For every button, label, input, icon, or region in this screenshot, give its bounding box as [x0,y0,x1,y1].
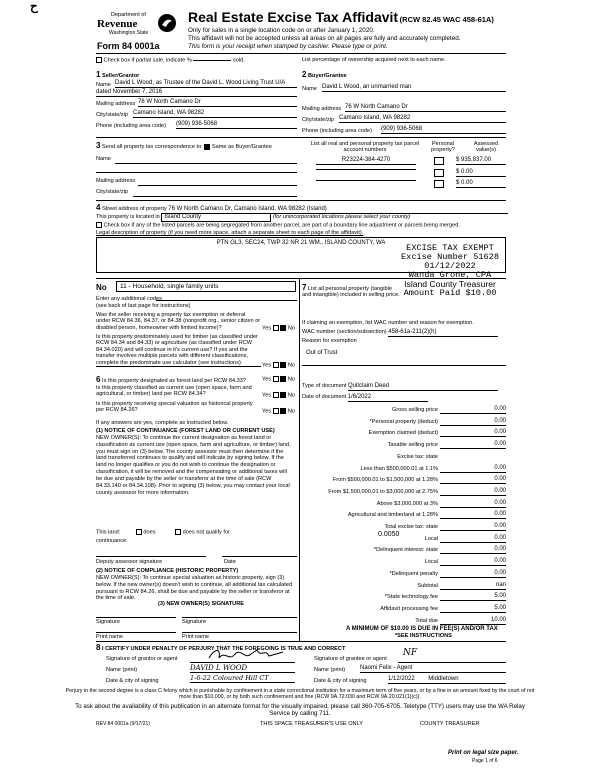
wac-field[interactable]: 458-61a-211(2)(h) [388,329,498,337]
tax-row-value[interactable]: nan [440,582,506,590]
tax-row-label: *Delinquent penalty [389,570,438,577]
county-select[interactable]: Island County [161,213,271,222]
grantee-print-value[interactable]: Naomi Felix - Agent [360,665,506,673]
current-use-yes-label: Yes [262,392,272,399]
tax-row-value[interactable]: 0.00 [440,488,506,496]
header-note-2: This affidavit will not be accepted unless all areas on all pages are fully and accurately completed. [188,35,461,42]
exemption-no-text: No [287,325,295,332]
column-divider [299,279,300,641]
timber-question: Is this property predominately used for timber (as classified under RCW 84.34 and 84.33) or agriculture (as classified under RCW 84.34.020) and will continue in it's current use? If yes and the transfer involves multiple parcels with different classifications, complete the predominate use calculator (see instructions) [96,334,258,366]
segregated-row [96,222,460,229]
buyer-city-label: City/state/zip [302,117,335,123]
title-text: Real Estate Excise Tax Affidavit [188,9,399,25]
timber-yes-label: Yes [262,362,272,369]
tax-row-value[interactable]: 0.00 [440,406,506,414]
current-use-yes-checkbox[interactable] [273,392,279,398]
parcel-number-1[interactable]: R23224-384-4270 [316,157,416,165]
forest-question-text: Is this property designated as forest land per RCW 84.33? [102,378,246,384]
buyer-heading [302,70,347,79]
same-as-buyer-label: Same as Buyer/Grantee [211,144,272,150]
forest-answer [262,376,295,383]
new-owner-sig-line-1[interactable] [96,617,176,618]
use-code-select[interactable]: 11 - Household, single family units [116,281,296,292]
historic-yes-checkbox[interactable] [273,408,279,414]
stamp-line-6: Amount Paid $10.00 [403,288,497,299]
revenue-logo [97,12,179,40]
grantee-city-value: Middletown [428,676,459,682]
forest-no-checkbox[interactable] [280,376,286,382]
grantee-date-label: Date & city of signing [314,678,367,684]
tax-row-label: Subtotal [417,582,438,589]
stamp-line-3: 01/12/2022 [424,261,476,272]
additional-codes-label: Enter any additional codes [96,296,162,302]
buyer-heading-no: 2 [302,70,307,79]
certify-text: I CERTIFY UNDER PENALTY OF PERJURY THAT THE FOREGOING IS TRUE AND CORRECT [102,646,346,652]
tax-row-value[interactable]: 0.00 [440,441,506,449]
does-checkbox[interactable] [136,529,142,535]
historic-question: Is this property receiving special valuation as historical property per RCW 84.26? [96,401,253,414]
grantor-sig-label: Signature of grantor or agent [106,656,178,662]
tax-row-label: Less than $500,000.01 at 1.1% [360,465,438,472]
stamp-line-2: Excise Number 51628 [401,252,499,263]
partial-sale-row [96,57,245,64]
stamp-line-5: Island County Treasurer [404,279,496,290]
corr-name-label: Name [96,156,111,162]
wa-logo-icon [157,13,177,33]
new-owner-print-line-2[interactable] [182,632,297,633]
tax-row-value[interactable]: 0.00 [440,511,506,519]
see-instructions: *SEE INSTRUCTIONS [395,633,452,639]
street-address-field[interactable]: 76 W North Camano Dr, Camano Island, WA 98282 (Island) [168,206,508,214]
exemption-no-checkbox[interactable] [280,325,286,331]
tax-row-value[interactable]: 0.00 [440,465,506,473]
segregated-label: Check box if any of the listed parcels are being segregated from another parcel, are part of a boundary line adjustment or parcels being merged. [103,222,460,229]
timber-no-label: No [287,362,295,369]
seller-name-label: Name [96,82,111,88]
legal-paper-note: Print on legal size paper. [448,750,519,756]
new-owner-print-line-1[interactable] [96,632,176,633]
section-rule-4 [96,641,506,642]
correspondence-text: Send all property tax correspondence to: [102,144,203,150]
forest-question [96,375,261,384]
section7-no: 7 [302,283,307,292]
stamp-line-1: EXCISE TAX EXEMPT [406,243,494,253]
seller-heading-text: Seller/Grantor [102,73,140,79]
located-label: This property is located in [96,214,160,220]
deputy-signature-line[interactable] [96,556,206,557]
local-rate: 0.0050 [378,531,400,538]
alt-format-note: To ask about the availability of this publication in an alternate format for the visually impaired, please call 360-705-6705. Teletype (TTY) users may use the WA Relay Service by calling 711. [75,703,525,718]
tax-row-value[interactable]: 0.00 [440,558,506,566]
current-use-no-checkbox[interactable] [280,392,286,398]
grantor-date-label: Date & city of signing [106,678,159,684]
partial-sale-blank[interactable] [193,60,231,61]
minimum-note: A MINIMUM OF $10.00 IS DUE IN FEE(S) AND/OR TAX [346,626,498,632]
street-address-label: Street address of property [102,206,167,212]
address-no: 4 [96,203,101,212]
timber-underline [96,366,261,367]
tax-row-value[interactable]: 0.00 [440,570,506,578]
historic-yes-label: Yes [262,408,272,415]
if-yes-note: If any answers are yes, complete as instructed below. [96,420,229,426]
legal-description-label: Legal description of property (if you need more space, attach a separate sheet to each page of the affidavit). [96,230,364,236]
seller-city-field[interactable]: Camano Island, WA 98282 [133,110,297,118]
doc-type-field[interactable]: Quitclaim Deed [348,383,498,391]
partial-sale-checkbox[interactable] [96,57,102,63]
deputy-date-label: Date [224,559,236,565]
tax-row-label: From $1,500,000.01 to $3,000,000 at 2.75% [328,488,438,495]
tax-row-value[interactable]: 5.00 [440,605,506,613]
grantee-print-label: Name (print) [314,667,346,673]
partial-sale-sold: sold. [233,57,245,64]
tax-row-value[interactable]: 0.00 [440,429,506,437]
header-note-3: This form is your receipt when stamped by cashier. Please type or print. [188,43,388,50]
notice2-body: NEW OWNER(S): To continue special valuation as historic property, sign (3) below. If the new owner(s) doesn't wish to continue, all additional tax calculated pursuant to RCW 84.26, shall be due and payable by the seller or transferor at the time of sale. [96,575,293,602]
grantor-print-value[interactable]: DAVID L WOOD [190,664,295,673]
corr-mailing-field[interactable] [138,185,297,186]
buyer-name-label: Name [302,86,317,92]
buyer-heading-text: Buyer/Grantee [308,73,347,79]
perjury-note: Perjury in the second degree is a class C felony which is punishable by confinement in a state correctional institution for a maximum term of five years, or by a fine in an amount fixed by the court of not more than $10,000, or by both such confinement and fine (RCW 9A.72.030 and RCW 9A.20.021(1)(c)). [65,688,535,701]
current-use-no-label: No [287,392,295,399]
tax-row-value[interactable]: 0.00 [440,535,506,543]
tax-row-label: *State technology fee [384,594,438,601]
new-owner-print-label-1: Print name [96,634,124,640]
doc-type-label: Type of document [302,383,347,389]
personal-property-checkbox-3[interactable] [434,180,444,188]
doc-date-label: Date of document [302,394,347,400]
personal-property-checkbox-1[interactable] [434,157,444,165]
tax-row-value[interactable]: 0.00 [440,418,506,426]
new-owner-sig-label-2: Signature [182,619,206,625]
current-use-answer [262,392,295,399]
corr-name-field-2[interactable] [96,172,297,173]
personal-property-checkbox-2[interactable] [434,169,444,177]
segregated-checkbox[interactable] [96,222,102,228]
seller-phone-field[interactable]: (909) 936-5068 [176,121,297,129]
corr-mailing-label: Mailing address [96,178,136,184]
grantee-sig-label: Signature of grantee or agent [314,656,387,662]
current-use-question: Is this property classified as current use (open space, farm and agricultural, or timber) land per RCW 84.34? [96,385,252,398]
additional-codes-field[interactable] [156,294,297,301]
new-owner-sig-label-1: Signature [96,619,120,625]
tax-row-label: From $500,000.01 to $1,500,000 at 1.28% [332,477,438,484]
does-not-label: does not qualify for [182,529,230,536]
personal-property-label: List all personal property (tangible and intangible) included in selling price. [302,286,400,299]
tax-row-value[interactable]: 0.00 [440,476,506,484]
corr-name-field[interactable] [115,163,297,164]
grantor-print-label: Name (print) [106,667,138,673]
tax-row-label: Exemption claimed (deduct) [368,430,438,437]
tax-row-label: Agricultural and timberland at 1.28% [347,512,438,519]
tax-row-label: Affidavit processing fee [380,605,438,612]
grantee-sig-line[interactable] [398,662,506,663]
buyer-phone-label: Phone (including area code) [302,128,372,134]
seller-heading-no: 1 [96,70,101,79]
continuance-label: continuance. [96,538,128,544]
buyer-city-field[interactable]: Camano Island, WA 98282 [339,115,506,123]
list-percentage-note: List percentage of ownership acquired next to each name. [302,57,446,63]
parcel-number-2[interactable] [316,169,416,170]
section8-no: 8 [96,643,101,652]
tax-row-value[interactable]: 10.00 [440,617,506,625]
buyer-mailing-field[interactable]: 76 W North Camano Dr [345,104,506,112]
tax-row-label: *Delinquent interest: state [373,547,438,554]
logo-revenue: Revenue [97,18,138,30]
rev-number: REV 84 0001a (9/17/21) [96,721,150,727]
corner-mark: ح [30,0,38,13]
grantor-date-value[interactable]: 1-6-22 Coloured Hill CT [190,675,295,683]
does-not-checkbox[interactable] [175,529,181,535]
tax-row-value[interactable]: 0.00 [440,500,506,508]
doc-date-row [302,394,428,402]
forest-yes-label: Yes [262,376,272,383]
seller-name-field-2[interactable]: dated November 7, 2016 [96,89,297,97]
forest-no-label: No [287,376,295,383]
notice1-body: NEW OWNER(S): To continue the current designation as forest land or classification as current use (open space, farm and agriculture, or timber) land, you must sign on (3) below. The county assessor must then determine if the land transferred continues to qualify and will indicate by signing below. If the land no longer qualifies or you do not wish to continue the designation or classification, it will be removed and the compensating or additional taxes will be due and payable by the seller or transferor at the time of sale (RCW 84.33.140 or 84.34.108). Prior to signing (3) below, you may contact your local county assessor for more information. [96,435,291,496]
parcel-col-header-1: List all real and personal property tax parcel account numbers [310,141,420,154]
personal-property-field[interactable] [360,282,506,290]
seller-mailing-label: Mailing address [96,101,136,107]
reason-field[interactable]: Out of Trust [306,350,338,356]
tax-row-label: *Personal property (deduct) [369,418,438,425]
deputy-date-line[interactable] [222,556,297,557]
tax-row-value[interactable]: 5.00 [440,593,506,601]
tax-row-value[interactable]: 0.00 [440,546,506,554]
buyer-phone-field[interactable]: (909) 936-5068 [381,126,506,134]
wac-row [302,329,498,337]
buyer-mailing-label: Mailing address [302,106,342,112]
seller-phone-label: Phone (including area code) [96,123,166,129]
this-land-label: This land: [96,529,121,536]
new-owner-sig-line-2[interactable] [182,617,297,618]
doc-type-row [302,383,498,391]
this-land-row [96,529,230,536]
grantee-initials: NF [403,648,418,658]
treasurer-only: THIS SPACE TREASURER'S USE ONLY [260,721,364,727]
notice3-title: (3) NEW OWNER(S) SIGNATURE [158,601,244,607]
tax-row-label: Taxable selling price [387,442,438,449]
reason-line [302,365,506,366]
notice2-title: (2) NOTICE OF COMPLIANCE (HISTORIC PROPERTY) [96,568,239,574]
notice1-title: (1) NOTICE OF CONTINUANCE (FOREST LAND OR CURRENT USE) [96,428,275,434]
grantee-date-value: 1/12/2022 [388,676,415,682]
deputy-signature-label: Deputy assessor signature [96,559,163,565]
grantor-signature-icon [205,646,290,664]
exemption-yes-checkbox[interactable] [273,325,279,331]
forest-yes-checkbox[interactable] [273,376,279,382]
corr-city-field[interactable] [133,196,297,197]
timber-no-checkbox[interactable] [280,362,286,368]
parcel-col-header-2: Personal property? [431,141,455,154]
parcel-value-2[interactable]: $ 0.00 [456,169,506,177]
tax-row-label: Gross selling price [391,407,438,413]
stamp-line-4: Wanda Grone, CPA [408,270,492,281]
unincorporated-note: (for unincorporated locations please select your county) [272,214,411,220]
correspondence-heading [96,141,272,150]
historic-no-label: No [287,408,295,415]
new-owner-print-label-2: Print name [182,634,210,640]
timber-answer [262,362,295,369]
header-note-1: Only for sales in a single location code on or after January 1, 2020. [188,27,375,34]
tax-row-value[interactable]: 0.00 [440,523,506,531]
section5-no: No [96,283,107,292]
seller-heading [96,70,139,79]
section-rule-1 [96,137,506,138]
located-row [96,213,410,222]
logo-dept: Department of [111,12,146,18]
tax-row-label: Excise tax: state [397,453,438,460]
section6-no: 6 [96,375,101,384]
section-rule-3 [96,278,506,279]
historic-answer [262,408,295,415]
section-rule-2 [96,200,506,201]
seller-mailing-field[interactable]: 76 W North Camano Dr [138,99,297,107]
legal-description-value: PTN GL3, SEC24, TWP 32 NR 21 WM., ISLAND COUNTY, WA [216,240,386,246]
tax-row-label: Local [424,559,438,566]
tax-row-label: Total due [415,617,438,624]
tax-row-label: Total excise tax: state [384,524,438,530]
see-back-note: (see back of last page for instructions) [96,303,191,309]
same-as-buyer-checkbox[interactable] [204,144,210,150]
parcel-value-3[interactable]: $ 0.00 [456,180,506,188]
historic-no-checkbox[interactable] [280,408,286,414]
logo-state: Washington State [109,30,149,36]
doc-date-field[interactable]: 1/6/2022 [348,394,428,402]
parcel-value-1[interactable]: $ 935,837.00 [456,157,506,165]
tax-row-label: Local [424,535,438,542]
timber-yes-checkbox[interactable] [273,362,279,368]
parcel-number-3[interactable] [316,180,416,181]
wac-claim-note: If claiming an exemption, list WAC number and reason for exemption. [302,320,474,326]
seller-city-label: City/state/zip [96,112,129,118]
reason-label: Reason for exemption [302,338,357,344]
wac-label: WAC number (section/subsection) [302,329,387,335]
corr-city-label: City/state/zip [96,189,129,195]
title-rcw: (RCW 82.45 WAC 458-61A) [399,15,494,24]
buyer-name-field[interactable]: David L Wood, an unmarried man [322,84,506,92]
grantee-date-row[interactable] [388,676,506,684]
exemption-yes-label: Yes [262,325,272,332]
page-number: Page 1 of 6 [472,758,498,764]
partial-sale-label: Check box if partial sale, indicate % [103,57,192,64]
header-rule [96,53,506,54]
form-title [188,9,494,25]
seller-name-field[interactable]: David L Wood, as Trustee of the David L. Wood Living Trust U/A [115,80,297,88]
tax-row-label: Above $3,000,000 at 3% [376,500,438,507]
exemption-question: Was the seller receiving a property tax exemption or deferral under RCW 84.36, 84.37, or 84.38 (nonprofit org., senior citizen or disabled person, homeowner with limited income)? [96,312,261,331]
correspondence-no: 3 [96,141,101,150]
form-number: Form 84 0001a [97,41,160,51]
county-treasurer: COUNTY TREASURER [420,721,480,727]
parcel-col-header-3: Assessed value(s) [473,141,499,154]
exemption-answer [262,325,295,332]
does-label: does [143,529,156,536]
